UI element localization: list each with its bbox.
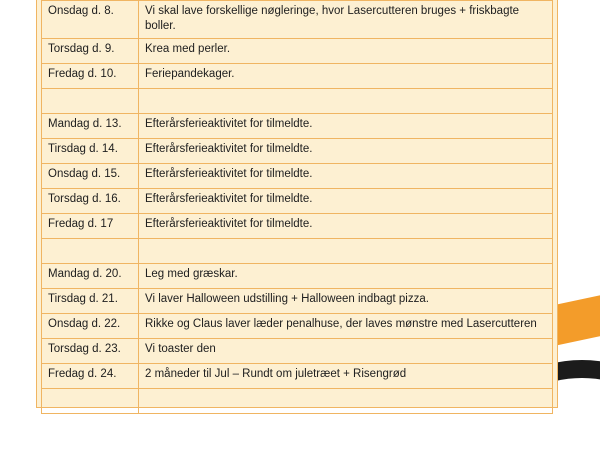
day-cell: Torsdag d. 9.	[42, 39, 139, 64]
activity-cell: Efterårsferieaktivitet for tilmeldte.	[139, 139, 553, 164]
activity-cell: Efterårsferieaktivitet for tilmeldte.	[139, 189, 553, 214]
table-row	[42, 39, 553, 64]
day-cell	[42, 89, 139, 114]
day-cell: Fredag d. 10.	[42, 64, 139, 89]
activity-cell: Rikke og Claus laver læder penalhuse, der laves mønstre med Lasercutteren	[139, 314, 553, 339]
day-cell: Onsdag d. 8.	[42, 1, 139, 39]
table-row	[42, 164, 553, 189]
table-row-blank	[42, 239, 553, 264]
activity-cell: Efterårsferieaktivitet for tilmeldte.	[139, 214, 553, 239]
day-cell: Torsdag d. 23.	[42, 339, 139, 364]
table-row	[42, 289, 553, 314]
table-row	[42, 339, 553, 364]
activity-cell: Feriepandekager.	[139, 64, 553, 89]
activity-cell	[139, 89, 553, 114]
day-cell: Tirsdag d. 14.	[42, 139, 139, 164]
day-cell: Fredag d. 24.	[42, 364, 139, 389]
schedule-table	[41, 0, 553, 414]
day-cell: Mandag d. 20.	[42, 264, 139, 289]
activity-cell: 2 måneder til Jul – Rundt om juletræet + Risengrød	[139, 364, 553, 389]
table-row-blank	[42, 389, 553, 414]
activity-cell: Vi laver Halloween udstilling + Halloween indbagt pizza.	[139, 289, 553, 314]
day-cell	[42, 239, 139, 264]
table-row	[42, 114, 553, 139]
day-cell: Torsdag d. 16.	[42, 189, 139, 214]
table-row	[42, 189, 553, 214]
table-row	[42, 264, 553, 289]
activity-cell: Krea med perler.	[139, 39, 553, 64]
table-row	[42, 139, 553, 164]
activity-cell: Vi skal lave forskellige nøgleringe, hvor Lasercutteren bruges + friskbagte boller.	[139, 1, 553, 39]
day-cell	[42, 389, 139, 414]
activity-cell	[139, 389, 553, 414]
activity-cell: Efterårsferieaktivitet for tilmeldte.	[139, 164, 553, 189]
activity-cell: Efterårsferieaktivitet for tilmeldte.	[139, 114, 553, 139]
activity-cell: Vi toaster den	[139, 339, 553, 364]
day-cell: Onsdag d. 15.	[42, 164, 139, 189]
table-row	[42, 314, 553, 339]
table-row	[42, 214, 553, 239]
table-row	[42, 1, 553, 39]
day-cell: Onsdag d. 22.	[42, 314, 139, 339]
table-row	[42, 364, 553, 389]
activity-cell: Leg med græskar.	[139, 264, 553, 289]
activity-cell	[139, 239, 553, 264]
day-cell: Tirsdag d. 21.	[42, 289, 139, 314]
day-cell: Fredag d. 17	[42, 214, 139, 239]
day-cell: Mandag d. 13.	[42, 114, 139, 139]
table-row	[42, 64, 553, 89]
table-row-blank	[42, 89, 553, 114]
